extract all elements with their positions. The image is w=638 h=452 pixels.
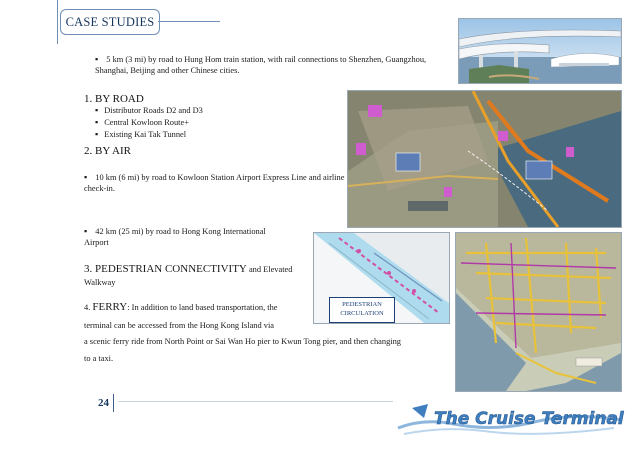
road-item-1: ▪ Distributor Roads D2 and D3 [95,105,203,116]
road-aerial-map [347,90,622,228]
road-heading: 1. BY ROAD [84,93,144,105]
ferry-line-3: a scenic ferry ride from North Point or Sai Wan Ho pier to Kwun Tong pier, and then changing [84,337,401,346]
section-tab [60,9,160,35]
road-item-3: ▪ Existing Kai Tak Tunnel [95,129,186,140]
ferry-number: 4. [84,303,93,312]
ferry-line-2: terminal can be accessed from the Hong Kong Island via [84,321,274,330]
intro-bullet [95,54,440,76]
header-vertical-rule [57,0,58,44]
pedestrian-circulation-label: PEDESTRIAN CIRCULATION [329,297,395,323]
pedestrian-heading [84,263,324,289]
terminal-photo [458,18,622,84]
ferry-line-4: to a taxi. [84,354,114,363]
pedestrian-heading-main: 3. PEDESTRIAN CONNECTIVITY [84,263,247,275]
ferry-title: FERRY [92,301,128,313]
pedestrian-circulation-map [455,232,622,392]
air-bullet-1 [84,172,349,194]
air-bullet-2 [84,226,289,248]
page-number-rule [113,394,114,412]
svg-text:The Cruise Terminal: The Cruise Terminal [434,409,624,429]
air-bullet-1-text: 10 km (6 mi) by road to Kowloon Station Airport Express Line and airline check-in. [84,173,345,193]
footer-rule [118,401,393,402]
pedestrian-heading-rest: and Elevated Walkway [84,265,293,287]
air-heading: 2. BY AIR [84,145,131,157]
ferry-text-1: : In addition to land based transportation, the [127,303,278,312]
header-horizontal-rule [158,21,220,22]
ferry-line-1 [84,302,324,313]
section-title: CASE STUDIES [65,14,155,29]
road-item-2: ▪ Central Kowloon Route+ [95,117,189,128]
page-number: 24 [98,397,109,409]
intro-bullet-text: 5 km (3 mi) by road to Hung Hom train station, with rail connections to Shenzhen, Guangzhou, Shanghai, Beijing and other Chinese cities. [95,55,427,75]
air-bullet-2-text: 42 km (25 mi) by road to Hong Kong International Airport [84,227,266,247]
cruise-terminal-logo [394,398,626,438]
